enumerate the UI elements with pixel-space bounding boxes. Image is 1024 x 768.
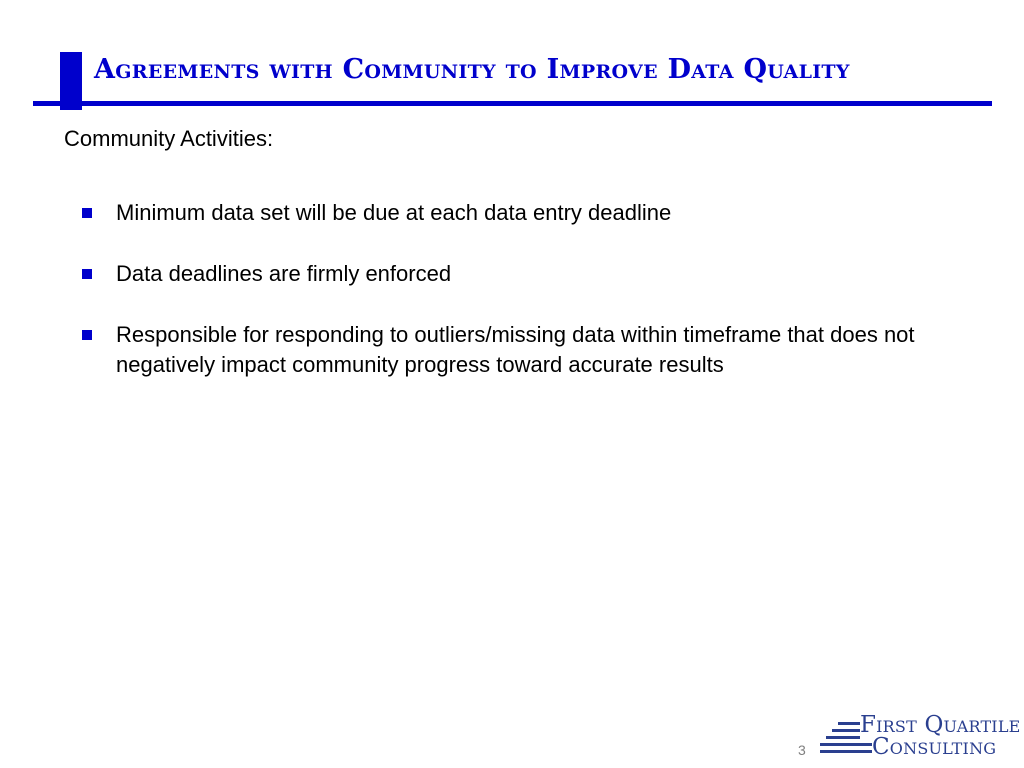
list-item [80, 198, 960, 228]
bullet-text: Data deadlines are firmly enforced [116, 261, 452, 286]
list-item [80, 320, 960, 380]
logo-text-line1: First Quartile [860, 712, 1021, 738]
bullet-text: Minimum data set will be due at each data entry deadline [116, 200, 672, 225]
square-bullet-icon [82, 330, 92, 340]
slide-title: Agreements with Community to Improve Data Quality [94, 54, 850, 85]
section-heading: Community Activities: [64, 126, 274, 151]
title-underline-divider [33, 101, 992, 106]
square-bullet-icon [82, 269, 92, 279]
company-logo [820, 712, 1020, 762]
list-item [80, 259, 960, 289]
bullet-list [80, 198, 960, 411]
page-number: 3 [798, 742, 806, 758]
square-bullet-icon [82, 208, 92, 218]
bullet-text: Responsible for responding to outliers/missing data within timeframe that does not negatively impact community progress toward accurate results [116, 322, 915, 377]
logo-text-line2: Consulting [872, 734, 997, 760]
